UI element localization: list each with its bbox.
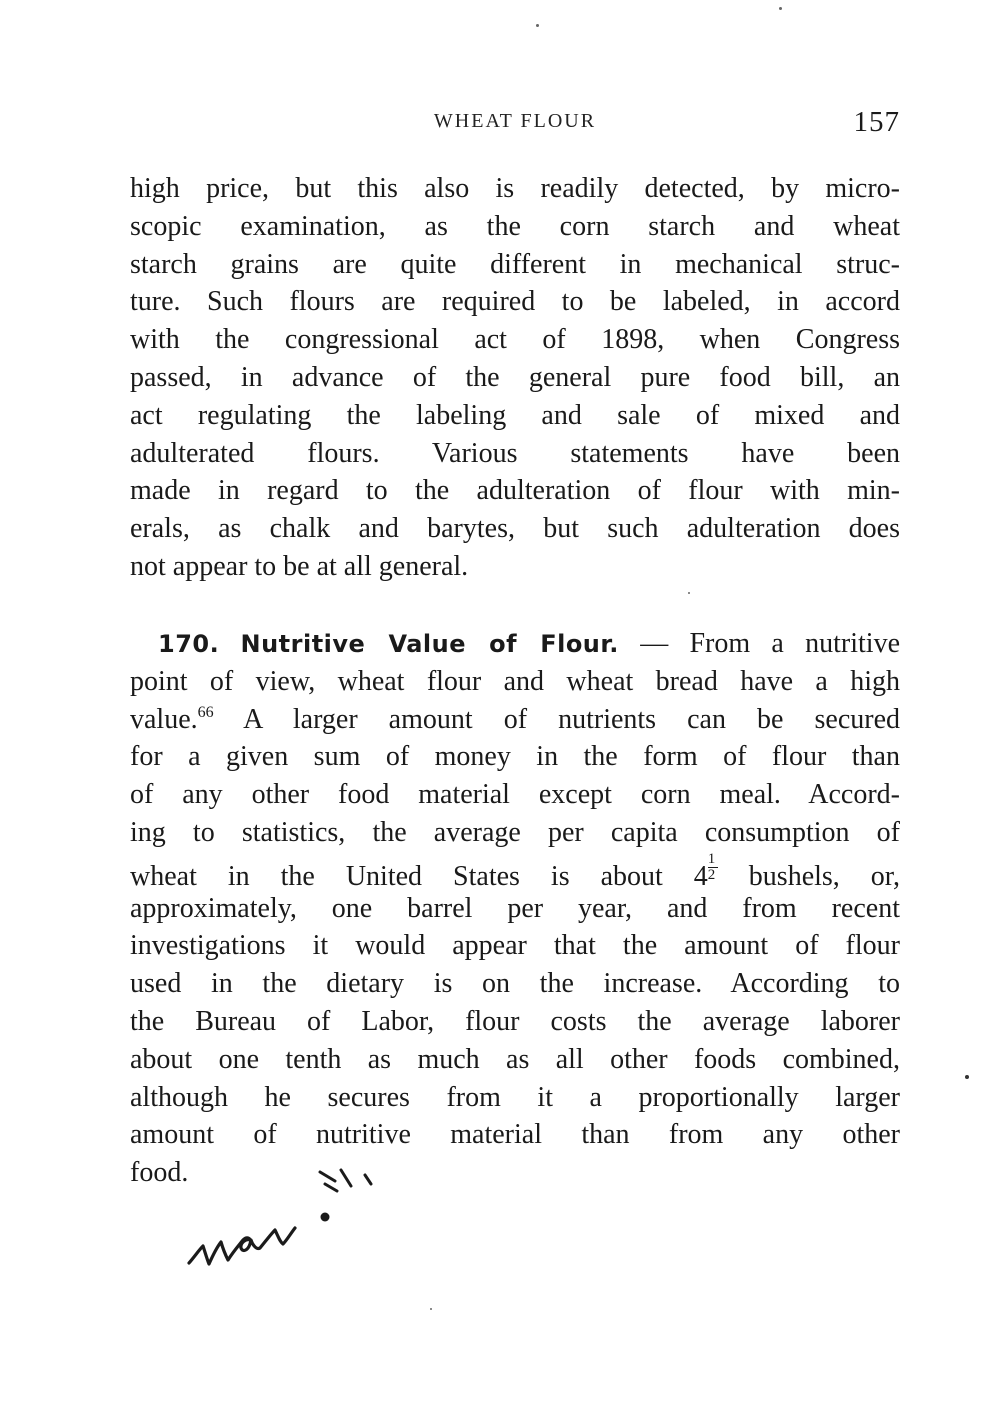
text-line: made in regard to the adulteration of flour with min- [130, 475, 900, 507]
fraction-numerator: 1 [708, 852, 718, 868]
text-line: investigations it would appear that the amount of flour [130, 930, 900, 962]
print-speck [779, 7, 782, 10]
handwritten-signature [185, 1160, 405, 1280]
text-line: the Bureau of Labor, flour costs the average laborer [130, 1005, 900, 1037]
paragraph-continued [130, 170, 900, 586]
text-fragment: value. [130, 703, 198, 735]
text-line: ing to statistics, the average per capita consumption of [130, 816, 900, 848]
print-speck [430, 1308, 432, 1310]
text-line: of any other food material except corn meal. Accord- [130, 779, 900, 811]
text-line: ture. Such flours are required to be labeled, in accord [130, 286, 900, 318]
text-line [130, 701, 900, 739]
section-heading-line [130, 625, 900, 663]
text-line: for a given sum of money in the form of flour than [130, 741, 900, 773]
print-speck [536, 24, 539, 27]
text-line: used in the dietary is on the increase. According to [130, 968, 900, 1000]
text-line: passed, in advance of the general pure food bill, an [130, 361, 900, 393]
text-line: amount of nutritive material than from any other [130, 1119, 900, 1151]
text-line: starch grains are quite different in mechanical struc- [130, 248, 900, 280]
print-speck [965, 1075, 969, 1079]
text-line: although he secures from it a proportionally larger [130, 1081, 900, 1113]
section-number: 170. [158, 630, 220, 658]
text-line: high price, but this also is readily detected, by micro- [130, 173, 900, 204]
text-line [130, 852, 900, 890]
fraction [708, 852, 718, 883]
section-170 [130, 625, 900, 1192]
running-head [130, 106, 900, 140]
text-line: point of view, wheat flour and wheat bread have a high [130, 665, 900, 697]
text-line: erals, as chalk and barytes, but such adulteration does [130, 513, 900, 545]
section-title: Nutritive Value of Flour. [240, 630, 619, 658]
fraction-denominator: 2 [707, 866, 716, 883]
text-line: scopic examination, as the corn starch and wheat [130, 210, 900, 242]
text-line: food. [130, 1157, 189, 1189]
text-fragment: A larger amount of nutrients can be secured [213, 703, 900, 735]
running-title: WHEAT FLOUR [433, 110, 597, 132]
text-fragment: bushels, or, [717, 860, 900, 892]
text-line: not appear to be at all general. [130, 550, 469, 582]
footnote-reference: 66 [197, 703, 214, 721]
text-line: about one tenth as much as all other foods combined, [130, 1043, 900, 1075]
text-line: adulterated flours. Various statements have been [130, 437, 900, 469]
text-fragment: wheat in the United States is about 4 [130, 860, 708, 892]
print-speck [688, 592, 690, 594]
text-line: approximately, one barrel per year, and from recent [130, 892, 900, 924]
text-line: act regulating the labeling and sale of mixed and [130, 399, 900, 431]
page-number: 157 [853, 106, 900, 138]
text-line: with the congressional act of 1898, when Congress [130, 324, 900, 356]
text-fragment: — From a nutritive [640, 628, 900, 659]
